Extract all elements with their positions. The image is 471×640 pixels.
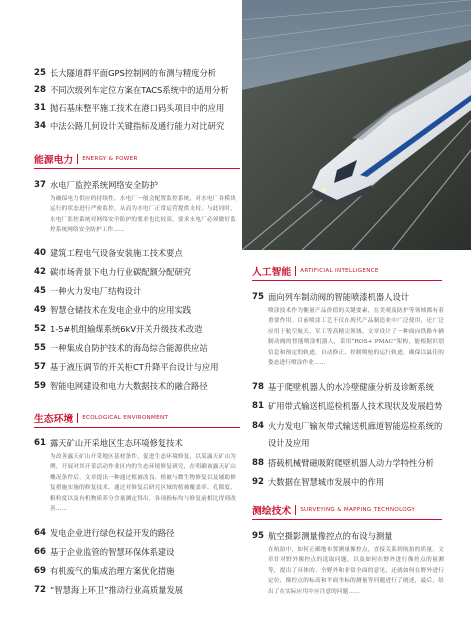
section-subtitle: ARTIFICIAL INTELLIGENCE [300,268,379,274]
toc-entry[interactable] [252,457,434,469]
toc-entry[interactable] [34,342,208,354]
page-number: 75 [252,292,264,302]
article-title: 不同次级列车定位方案在TACS系统中的适用分析 [50,85,229,95]
toc-entry[interactable] [34,565,174,577]
section-header-eco [34,411,168,425]
article-title: 碳市场背景下电力行业碳配额分配研究 [50,267,192,277]
toc-entry[interactable] [252,381,434,393]
article-title: 建筑工程电气设备安装施工技术要点 [50,248,183,258]
page-number: 52 [34,324,46,334]
section-divider [77,154,78,164]
article-title: 一种火力发电厂结构设计 [50,286,142,296]
page-number: 34 [34,121,46,131]
section-title: 能源电力 [34,155,74,166]
article-title: 大数据在智慧城市发展中的作用 [268,477,385,487]
article-title: 火力发电厂输灰带式输送机廊道智能巡检系统的设计及应用 [268,421,443,448]
section-rule [34,168,240,169]
section-header-energy [34,152,138,166]
article-title: 搭载机械臂磁吸附爬壁机器人动力学特性分析 [268,458,434,468]
toc-entry[interactable] [34,84,229,96]
section-subtitle: ENERGY & POWER [82,156,138,162]
page-number: 92 [252,477,264,487]
toc-entry[interactable] [252,420,448,452]
page-number: 57 [34,362,46,372]
page-number: 28 [34,85,46,95]
article-title: 发电企业进行绿色权益开发的路径 [50,528,175,538]
toc-entry[interactable] [34,546,174,558]
section-header-survey [252,503,415,517]
page-number: 66 [34,547,46,557]
article-title: 1-5#机组输煤系统6kV开关升级技术改造 [50,324,203,334]
toc-entry[interactable] [34,527,174,539]
section-divider [77,413,78,423]
page-number: 25 [34,68,46,78]
section-divider [295,266,296,276]
article-title: 面向列车制动阀的智能喷漆机器人设计 [268,292,410,302]
toc-entry[interactable] [34,304,191,316]
section-rule [252,280,442,281]
page-number: 37 [34,180,46,190]
toc-entry[interactable] [34,285,141,297]
toc-entry[interactable] [34,247,183,259]
article-abstract: 为确保电力供应的持续性，水电厂一般会配置监控系统，对水电厂各模块运行的状态进行严密监控，从而为水电厂正常运营提供支持。与此同时，水电厂监控系统对网络安全防护的要求也比较高，要求水电厂必须做好监控系统网络安全防护工作…… [50,196,236,234]
page-number: 40 [34,248,46,258]
page-number: 31 [34,103,46,113]
article-title: 基于企业监管的智慧环保体系建设 [50,547,175,557]
page-number: 88 [252,458,264,468]
featured-entry[interactable] [252,291,409,303]
toc-entry[interactable] [252,476,384,488]
featured-entry[interactable] [252,530,392,542]
toc-entry[interactable] [252,400,442,412]
article-title: 基于液压调节的开关柜CT升降平台设计与应用 [50,362,219,372]
toc-entry[interactable] [34,102,224,114]
article-title: 抛石基床整平施工技术在港口码头项目中的应用 [50,103,225,113]
section-title: 测绘技术 [252,506,292,517]
section-rule [34,427,240,428]
article-title: 智慧仓储技术在发电企业中的应用实践 [50,305,192,315]
section-subtitle: SURVEYING & MAPPING TECHNOLOGY [300,507,416,513]
article-title: 有机废气的集成治理方案优化措施 [50,566,175,576]
page-number: 45 [34,286,46,296]
article-title: 长大隧道群平面GPS控制网的布测与精度分析 [50,68,217,78]
article-title: 基于爬壁机器人的水冷壁健康分析及诊断系统 [268,382,434,392]
article-title: 中法公路几何设计关键指标及通行能力对比研究 [50,121,225,131]
article-abstract: 为改善露天矿山开采地区基材条件，促进生态环境修复，以某露天矿山为例，开展对其开采活动作业区内的生态环境修复研究，在明确该露天矿山概况条件后，文章提出一种通过植被改良、植被与微生物修复以及辅助修复措施实施的修复技术。通过对修复后研究区域的植被覆盖率、孔隙度、粗粒度以及有机物质养分含量测定得出，各项指标均与修复前相比得到改善…… [50,454,236,513]
page-number: 84 [252,421,264,431]
article-title: 一种集成自防护技术的海岛综合能源供应站 [50,343,208,353]
toc-entry[interactable] [34,120,224,132]
page-number: 78 [252,382,264,392]
page-number: 69 [34,566,46,576]
article-title: 矿用带式输送机巡检机器人技术现状及发展趋势 [268,401,443,411]
section-title: 生态环境 [34,414,74,425]
section-subtitle: ECOLOGICAL ENVIRONMENT [82,415,169,421]
page-number: 95 [252,531,264,541]
page-number: 64 [34,528,46,538]
article-abstract: 喷涂技术作为衡量产品价值的关键要素，在美观及防护等领域都有着重要作用。目前喷涂工艺不仅在现代产品制造业中广泛使用，还广泛应用于航空航天、军工等高精尖领域。文章设计了一种面向铁路车辆制动阀的智能喷涂机器人，采用“ROS+ PMAC”架构，能根据识别信息和预定的轨迹，自动修正、控制喷枪的运行轨迹，确保以最佳的姿态进行喷涂作业…… [268,308,444,367]
toc-entry[interactable] [34,584,183,596]
section-divider [295,505,296,515]
featured-entry[interactable] [34,437,183,449]
page-number: 72 [34,585,46,595]
high-speed-train-photo [242,0,471,250]
article-title: 航空摄影测量像控点的布设与测量 [268,531,393,541]
section-title: 人工智能 [252,267,292,278]
section-rule [252,519,442,520]
section-header-ai [252,264,379,278]
page-number: 81 [252,401,264,411]
article-title: 水电厂监控系统网络安全防护 [50,180,158,190]
toc-entry[interactable] [34,380,208,392]
page-number: 42 [34,267,46,277]
toc-entry[interactable] [34,67,216,79]
article-title: “智慧海上环卫”推动行业高质量发展 [50,585,184,595]
page-number: 55 [34,343,46,353]
page-number: 61 [34,438,46,448]
featured-entry[interactable] [34,179,158,191]
article-abstract: 在航拍中，如何正确地布置测量像控点，直接关系到航拍的质量。文章针对野外像控点的选取问题，以及如何在野外进行像控点的量测等，提出了具体的、全野外和非常全面的意见，还就如何在野外进行定位，像控点的标高和平面坐标的测量等问题进行了阐述，最后，给出了在实际应用中应注意的问题…… [268,547,444,595]
page-number: 49 [34,305,46,315]
page-number: 59 [34,381,46,391]
toc-entry[interactable] [34,361,219,373]
article-title: 智能电网建设和电力大数据技术的融合路径 [50,381,208,391]
article-title: 露天矿山开采地区生态环境修复技术 [50,438,183,448]
toc-entry[interactable] [34,323,202,335]
toc-entry[interactable] [34,266,191,278]
